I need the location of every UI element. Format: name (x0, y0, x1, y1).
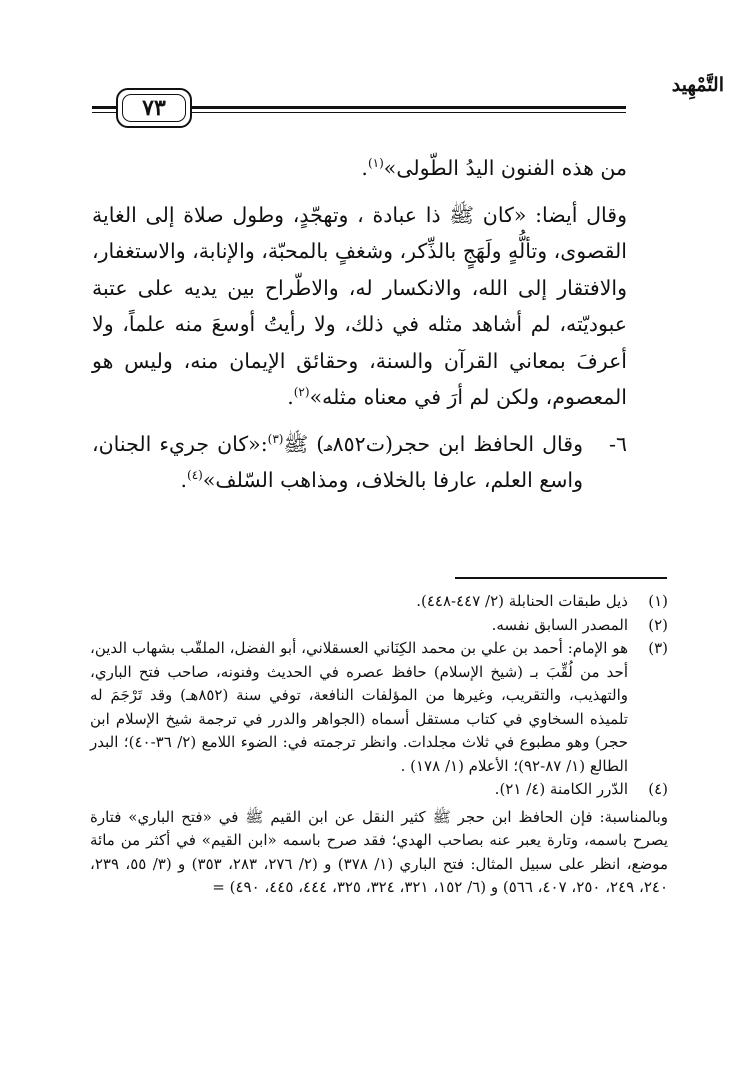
footnote-number: (٤) (648, 780, 668, 798)
footnote-text: ذيل طبقات الحنابلة (٢/ ٤٤٧-٤٤٨). (416, 592, 628, 610)
item-end: . (180, 468, 188, 492)
footnote-text: الدّرر الكامنة (٤/ ٢١). (494, 780, 628, 798)
footnote-continuation: وبالمناسبة: فإن الحافظ ابن حجر ﷺ كثير النقل عن ابن القيم ﷺ في «فتح الباري» فتارة يصرح باسمه، وتارة يعبر عنه بصاحب الهدي؛ فقد صرح باسمه «ابن القيم» في أكثر من مائة موضع، انظر على سبيل المثال: فتح الباري (١/ ٣٧٨) و (٢/ ٢٧٦، ٢٨٣، ٣٥٣) و (٣/ ٥٥، ٢٣٩، ٢٤٠، ٢٤٩، ٢٥٠، ٤٠٧، ٥٦٦) و (٦/ ١٥٢، ٣٢١، ٣٢٤، ٣٢٥، ٤٤٤، ٤٤٥، ٤٩٠) = (90, 807, 669, 896)
footnote (90, 637, 668, 778)
footnote-ref-3: (٣) (267, 431, 284, 446)
page-number: ٧٣ (142, 95, 166, 121)
item-text-b: :«كان جريء الجنان، واسع العلم، عارفا بالخلاف، ومذاهب السّلف» (92, 431, 583, 492)
item-text-a: وقال الحافظ ابن حجر(ت٨٥٢هـ) ﷺ (283, 431, 583, 456)
footnote (90, 590, 668, 614)
numbered-item-6 (92, 426, 627, 499)
footnote-number: (١) (648, 592, 668, 610)
item-number: ٦- (609, 431, 627, 456)
paragraph-2-text: وقال أيضا: «كان ﷺ ذا عبادة ، وتهجّدٍ، وطول صلاة إلى الغاية القصوى، وتألُّهٍ ولَهَجٍ بالذِّكر، وشغفٍ بالمحبّة، والإنابة، والاستغفار، والافتقار إلى الله، والانكسار له، والاطّراح بين يديه على عتبة عبوديّته، لم أشاهد مثله في ذلك، ولا رأيتُ أوسعَ منه علماً، ولا أعرفَ بمعاني القرآن والسنة، وحقائق الإيمان منه، وليس هو المعصوم، ولكن لم أرَ في معناه مثله» (91, 202, 627, 409)
paragraph-2: وقال أيضا: «كان ﷺ ذا عبادة ، وتهجّدٍ، وطول صلاة إلى الغاية القصوى، وتألُّهٍ ولَهَجٍ بالذِّكر، وشغفٍ بالمحبّة، والإنابة، والاستغفار، والافتقار إلى الله، والانكسار له، والاطّراح بين يديه على عتبة عبوديّته، لم أشاهد مثله في ذلك، ولا رأيتُ أوسعَ منه علماً، ولا أعرفَ بمعاني القرآن والسنة، وحقائق الإيمان منه، وليس هو المعصوم، ولكن لم أرَ في معناه مثله»$^{(٢)}$. (91, 202, 627, 409)
paragraph-1: من هذه الفنون اليدُ الطّولى»$^{(١)}$. (361, 156, 627, 180)
footnote-text: المصدر السابق نفسه. (491, 615, 628, 634)
footnote (90, 778, 668, 802)
running-title: التَّمْهِيد (671, 74, 724, 96)
main-text (92, 150, 627, 499)
item-content (92, 426, 583, 499)
footnote-number: (٣) (648, 639, 668, 657)
footnote-ref-2: (٢) (293, 385, 310, 400)
footnote-ref-4: (٤) (187, 468, 203, 483)
footnote-number: (٢) (648, 615, 668, 634)
footnote-ref-1: (١) (367, 156, 384, 171)
page-number-badge (116, 88, 192, 128)
footnotes (90, 590, 668, 900)
footnote-divider (455, 577, 667, 579)
footnote-text: هو الإمام: أحمد بن علي بن محمد الكِنَاني العسقلاني، أبو الفضل، الملقّب بشهاب الدين، أحد من لُقِّبَ بـ (شيخ الإسلام) حافظ عصره في الحديث وفنونه، صاحب فتح الباري، والتهذيب، والتقريب، وغيرها من المؤلفات النافعة، توفي سنة (٨٥٢هـ) وقد تَرْجَمَ له تلميذه السخاوي في كتاب مستقل أسماه (الجواهر والدرر في ترجمة شيخ الإسلام ابن حجر) وهو مطبوع في ثلاث مجلدات. وانظر ترجمته في: الضوء اللامع (٢/ ٣٦-٤٠)؛ البدر الطالع (١/ ٨٧-٩٢)؛ الأعلام (١/ ١٧٨) . (90, 639, 629, 775)
paragraph-1-text: من هذه الفنون اليدُ الطّولى» (383, 156, 627, 180)
footnote (90, 614, 668, 638)
